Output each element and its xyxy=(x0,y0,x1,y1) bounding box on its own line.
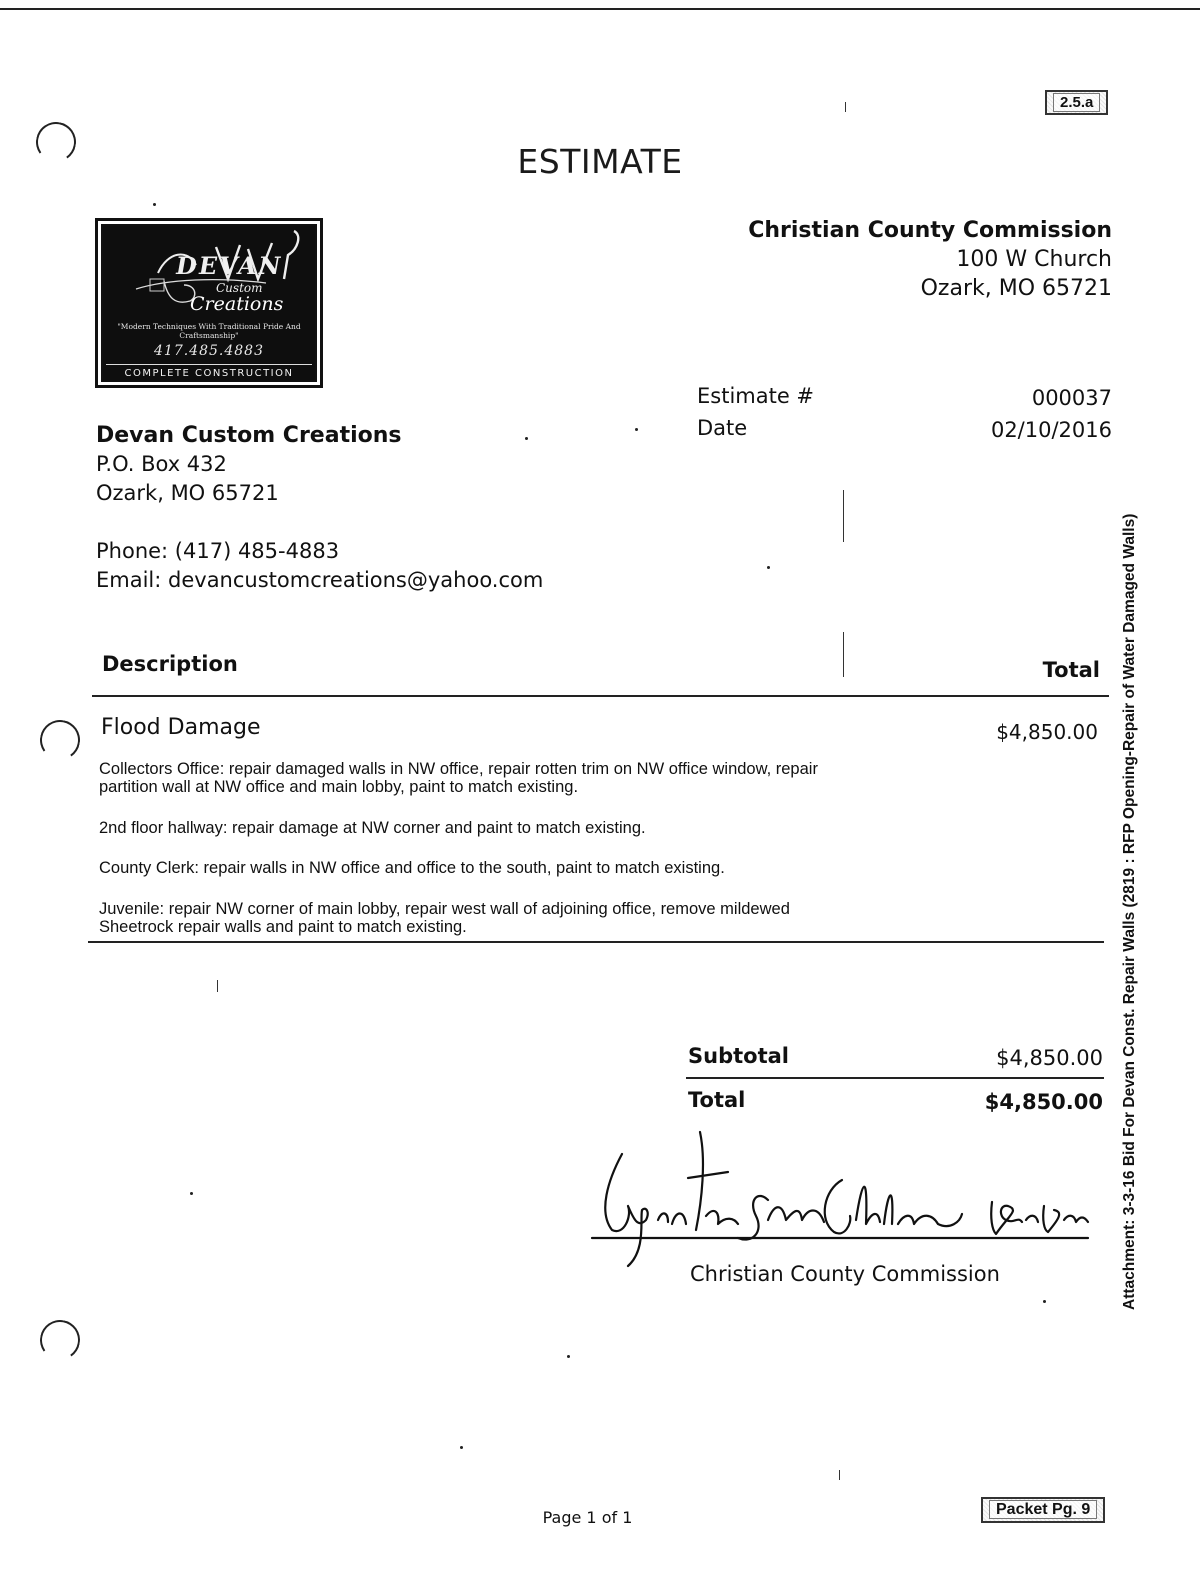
logo-wordmark-custom: Custom xyxy=(216,281,263,295)
punch-hole-middle xyxy=(37,717,83,763)
date-value: 02/10/2016 xyxy=(990,418,1112,442)
scan-speck xyxy=(635,428,638,431)
signatory-name: Christian County Commission xyxy=(690,1262,1000,1286)
document-title: ESTIMATE xyxy=(517,142,683,181)
item-reference-stamp xyxy=(1045,90,1108,115)
company-contact-block xyxy=(96,537,543,595)
packet-page-stamp xyxy=(981,1497,1105,1523)
attachment-note: Attachment: 3-3-16 Bid For Devan Const. Repair Walls (2819 : RFP Opening-Repair of Water Damaged Walls) xyxy=(1121,513,1138,1310)
item-reference-text: 2.5.a xyxy=(1053,93,1100,112)
scan-speck xyxy=(190,1192,193,1195)
line-item-detail: Juvenile: repair NW corner of main lobby, repair west wall of adjoining office, remove mildewed xyxy=(99,900,790,918)
line-item-detail: Collectors Office: repair damaged walls in NW office, repair rotten trim on NW office window, repair xyxy=(99,760,818,778)
items-divider xyxy=(88,941,1104,943)
page-number: Page 1 of 1 xyxy=(542,1508,633,1527)
company-name: Devan Custom Creations xyxy=(96,423,402,448)
client-address-block xyxy=(748,216,1112,303)
scan-speck xyxy=(567,1355,570,1358)
scan-speck xyxy=(525,437,528,440)
estimate-number-value: 000037 xyxy=(1031,386,1112,410)
scan-mark xyxy=(845,102,846,112)
handwritten-signatures xyxy=(588,1120,1098,1270)
company-phone: Phone: (417) 485-4883 xyxy=(96,539,340,563)
scan-speck xyxy=(460,1446,463,1449)
logo-wordmark-devan: DEVAN xyxy=(173,251,285,280)
line-item-title: Flood Damage xyxy=(101,715,261,740)
logo-footer: COMPLETE CONSTRUCTION xyxy=(106,364,312,379)
total-value: $4,850.00 xyxy=(984,1090,1103,1114)
line-item-detail: partition wall at NW office and main lobby, paint to match existing. xyxy=(99,778,579,796)
logo-tagline: "Modern Techniques With Traditional Pride And Craftsmanship" xyxy=(117,322,301,340)
scan-speck xyxy=(1043,1300,1046,1303)
packet-page-text: Packet Pg. 9 xyxy=(989,1500,1097,1519)
subtotal-divider xyxy=(686,1077,1104,1079)
column-header-total: Total xyxy=(1042,658,1100,682)
estimate-number-label: Estimate # xyxy=(697,384,815,408)
date-label: Date xyxy=(697,416,748,440)
scan-mark xyxy=(843,632,844,677)
company-email: Email: devancustomcreations@yahoo.com xyxy=(96,568,544,592)
logo-wordmark-creations: Creations xyxy=(190,293,284,315)
scan-speck xyxy=(767,566,770,569)
subtotal-value: $4,850.00 xyxy=(996,1046,1103,1070)
line-item-detail: 2nd floor hallway: repair damage at NW corner and paint to match existing. xyxy=(99,819,646,837)
column-header-description: Description xyxy=(102,652,238,676)
company-logo xyxy=(95,218,323,388)
scan-mark xyxy=(217,980,218,992)
company-city-state-zip: Ozark, MO 65721 xyxy=(96,481,279,505)
punch-hole-bottom xyxy=(37,1317,83,1363)
client-name: Christian County Commission xyxy=(748,218,1112,243)
company-po-box: P.O. Box 432 xyxy=(96,452,227,476)
line-item-detail: County Clerk: repair walls in NW office and office to the south, paint to match existing. xyxy=(99,859,725,877)
logo-phone: 417.485.4883 xyxy=(154,343,264,359)
scan-mark xyxy=(839,1470,840,1480)
line-item-amount: $4,850.00 xyxy=(996,720,1098,744)
total-label: Total xyxy=(688,1088,746,1112)
scan-speck xyxy=(153,203,156,206)
subtotal-label: Subtotal xyxy=(688,1044,789,1068)
client-city-state-zip: Ozark, MO 65721 xyxy=(920,276,1112,301)
line-item-detail: Sheetrock repair walls and paint to match existing. xyxy=(99,918,467,936)
client-street: 100 W Church xyxy=(956,247,1112,272)
header-divider xyxy=(92,695,1109,697)
page-top-edge xyxy=(0,8,1200,10)
company-address-block xyxy=(96,421,402,508)
scan-mark xyxy=(843,490,844,542)
